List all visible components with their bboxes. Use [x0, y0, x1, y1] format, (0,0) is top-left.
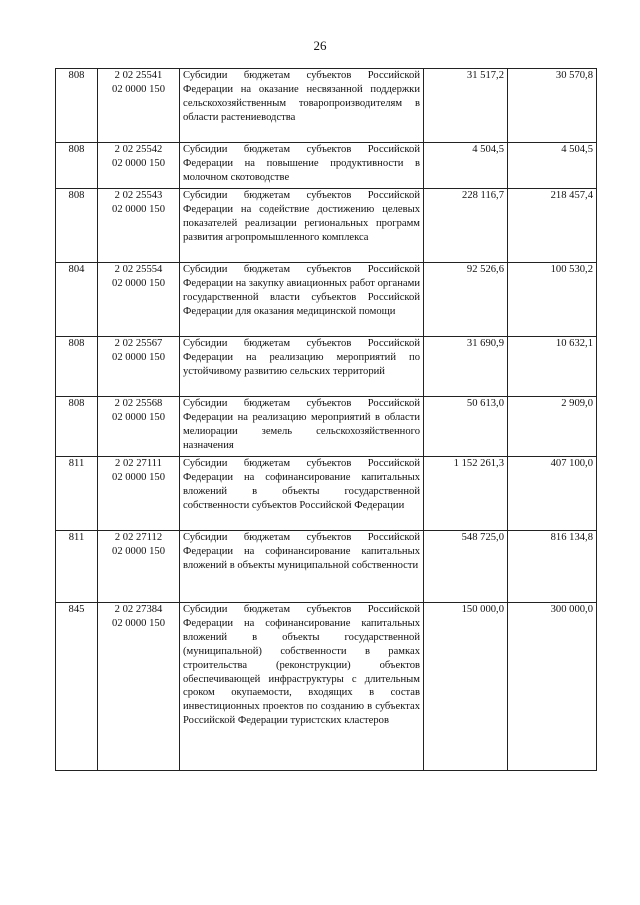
classification-code-cell	[98, 397, 180, 457]
classification-code-line: 02 0000 150	[112, 277, 165, 289]
amount-cell-1: 31 517,2	[424, 69, 508, 143]
amount-cell-1: 4 504,5	[424, 143, 508, 189]
classification-code-cell	[98, 69, 180, 143]
classification-code-cell	[98, 337, 180, 397]
description-cell: Субсидии бюджетам субъектов Российской Федерации на повышение продуктивности в молочном скотоводстве	[180, 143, 424, 189]
table-row	[56, 531, 597, 603]
table-row	[56, 603, 597, 771]
admin-code-cell: 845	[56, 603, 98, 771]
amount-cell-1: 1 152 261,3	[424, 457, 508, 531]
classification-code-line: 2 02 25543	[114, 190, 163, 201]
classification-code-line: 02 0000 150	[112, 351, 165, 363]
table-row	[56, 143, 597, 189]
classification-code-line: 2 02 25541	[114, 70, 163, 81]
table-row	[56, 397, 597, 457]
classification-code-line: 02 0000 150	[112, 545, 165, 557]
classification-code-line: 02 0000 150	[112, 83, 165, 95]
amount-cell-2: 407 100,0	[508, 457, 597, 531]
amount-cell-2: 4 504,5	[508, 143, 597, 189]
amount-cell-1: 31 690,9	[424, 337, 508, 397]
classification-code-cell	[98, 263, 180, 337]
admin-code-cell: 808	[56, 397, 98, 457]
amount-cell-2: 100 530,2	[508, 263, 597, 337]
amount-cell-1: 548 725,0	[424, 531, 508, 603]
table-row	[56, 337, 597, 397]
amount-cell-1: 50 613,0	[424, 397, 508, 457]
description-cell: Субсидии бюджетам субъектов Российской Федерации на реализацию мероприятий в области мелиорации земель сельскохозяйственного назначения	[180, 397, 424, 457]
classification-code-line: 02 0000 150	[112, 203, 165, 215]
classification-code-line: 2 02 27384	[114, 604, 163, 615]
classification-code-line: 2 02 25567	[114, 338, 163, 349]
amount-cell-2: 30 570,8	[508, 69, 597, 143]
admin-code-cell: 811	[56, 457, 98, 531]
amount-cell-1: 92 526,6	[424, 263, 508, 337]
admin-code-cell: 811	[56, 531, 98, 603]
admin-code-cell: 804	[56, 263, 98, 337]
classification-code-line: 2 02 25542	[114, 144, 163, 155]
description-cell: Субсидии бюджетам субъектов Российской Федерации на закупку авиационных работ органами государственной власти субъектов Российской Федерации для оказания медицинской помощи	[180, 263, 424, 337]
description-cell: Субсидии бюджетам субъектов Российской Федерации на софинансирование капитальных вложений в объекты государственной собственности субъектов Российской Федерации	[180, 457, 424, 531]
description-cell: Субсидии бюджетам субъектов Российской Федерации на содействие достижению целевых показателей реализации региональных программ развития агропромышленного комплекса	[180, 189, 424, 263]
amount-cell-2: 2 909,0	[508, 397, 597, 457]
classification-code-line: 02 0000 150	[112, 471, 165, 483]
table-row	[56, 189, 597, 263]
classification-code-cell	[98, 457, 180, 531]
page-number: 26	[313, 38, 327, 53]
amount-cell-2: 218 457,4	[508, 189, 597, 263]
amount-cell-2: 816 134,8	[508, 531, 597, 603]
classification-code-line: 2 02 27112	[114, 532, 163, 543]
classification-code-cell	[98, 603, 180, 771]
amount-cell-2: 10 632,1	[508, 337, 597, 397]
table-row	[56, 263, 597, 337]
classification-code-cell	[98, 143, 180, 189]
classification-code-cell	[98, 189, 180, 263]
description-cell: Субсидии бюджетам субъектов Российской Федерации на реализацию мероприятий по устойчивому развитию сельских территорий	[180, 337, 424, 397]
classification-code-line: 02 0000 150	[112, 157, 165, 169]
classification-code-cell	[98, 531, 180, 603]
description-cell: Субсидии бюджетам субъектов Российской Федерации на софинансирование капитальных вложений в объекты муниципальной собственности	[180, 531, 424, 603]
classification-code-line: 2 02 25568	[114, 398, 163, 409]
admin-code-cell: 808	[56, 143, 98, 189]
table-row	[56, 69, 597, 143]
description-cell: Субсидии бюджетам субъектов Российской Федерации на оказание несвязанной поддержки сельскохозяйственным товаропроизводителям в области растениеводства	[180, 69, 424, 143]
amount-cell-1: 150 000,0	[424, 603, 508, 771]
admin-code-cell: 808	[56, 337, 98, 397]
description-cell: Субсидии бюджетам субъектов Российской Федерации на софинансирование капитальных вложений в объекты государственной (муниципальной) собственности в рамках строительства (реконструкции) объектов обеспечивающей инфраструктуры с длительным сроком окупаемости, входящих в состав инвестиционных проектов по созданию в субъектах Российской Федерации туристских кластеров	[180, 603, 424, 771]
classification-code-line: 02 0000 150	[112, 617, 165, 629]
budget-table	[55, 68, 597, 771]
admin-code-cell: 808	[56, 189, 98, 263]
admin-code-cell: 808	[56, 69, 98, 143]
table-row	[56, 457, 597, 531]
amount-cell-1: 228 116,7	[424, 189, 508, 263]
amount-cell-2: 300 000,0	[508, 603, 597, 771]
classification-code-line: 02 0000 150	[112, 411, 165, 423]
classification-code-line: 2 02 27111	[115, 458, 162, 469]
classification-code-line: 2 02 25554	[114, 264, 163, 275]
